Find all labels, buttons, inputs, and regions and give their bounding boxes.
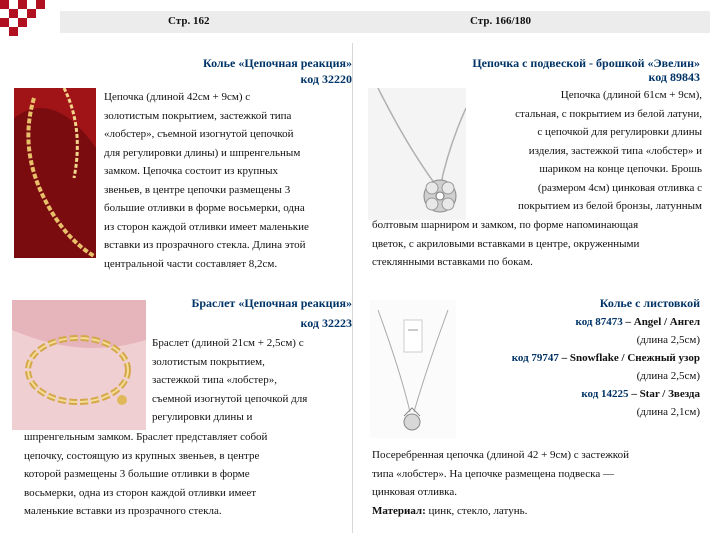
bracelet-photo bbox=[12, 300, 146, 430]
variant-code: код 14225 bbox=[581, 388, 629, 400]
description-line: для регулировки длины) и шпренгельным bbox=[104, 146, 301, 159]
variant-line bbox=[512, 352, 700, 364]
description-line: с цепочкой для регулировки длины bbox=[537, 126, 702, 138]
variant-size: (длина 2,5см) bbox=[636, 334, 700, 346]
leaf-necklace-photo bbox=[370, 300, 456, 438]
variant-size: (длина 2,1см) bbox=[636, 406, 700, 418]
bracelet-code: код 32223 bbox=[300, 316, 352, 330]
description-line: большие отливки в форме восьмерки, одна bbox=[104, 202, 305, 214]
variant-size: (длина 2,5см) bbox=[636, 370, 700, 382]
column-divider bbox=[352, 43, 353, 533]
description-line: замком. Цепочка состоит из крупных bbox=[104, 165, 278, 177]
necklace-title: Колье «Цепочная реакция» bbox=[202, 56, 352, 70]
description-line: стеклянными вставками по бокам. bbox=[372, 256, 533, 268]
header-bar bbox=[60, 11, 710, 33]
variant-name: – Snowflake / Снежный узор bbox=[561, 352, 700, 364]
bracelet-description-top bbox=[152, 334, 352, 427]
description-line: золотистым покрытием, застежкой типа bbox=[104, 109, 292, 122]
necklace-code: код 32220 bbox=[300, 72, 352, 86]
description-line: звеньев, в центре цепочки размещены 3 bbox=[104, 183, 291, 196]
bracelet-title: Браслет «Цепочная реакция» bbox=[191, 296, 352, 310]
description-line: восьмерки, одна из сторон каждой отливки имеет bbox=[24, 486, 257, 499]
description-line: (размером 4см) цинковая отливка с bbox=[537, 181, 702, 194]
leaf-necklace-description bbox=[372, 446, 704, 520]
necklace-description bbox=[104, 88, 352, 273]
material-line bbox=[372, 502, 704, 521]
description-line: «лобстер», съемной изогнутой цепочкой bbox=[104, 128, 294, 140]
description-line: из сторон каждой отливки имеет маленькие bbox=[104, 220, 309, 233]
description-line: Цепочка (длиной 42см + 9см) с bbox=[104, 91, 251, 103]
pendant-chain-photo bbox=[368, 88, 466, 220]
variant-name: – Angel / Ангел bbox=[625, 316, 700, 328]
description-line: съемной изогнутой цепочкой для bbox=[152, 392, 308, 405]
description-line: центральной части составляет 8,2см. bbox=[104, 257, 278, 270]
leaf-necklace-title: Колье с листовкой bbox=[599, 296, 700, 310]
necklace-photo bbox=[14, 88, 96, 258]
pendant-chain-code: код 89843 bbox=[648, 70, 700, 84]
material-value: цинк, стекло, латунь. bbox=[425, 504, 528, 517]
description-line: маленькие вставки из прозрачного стекла. bbox=[24, 505, 222, 517]
description-line: регулировки длины и bbox=[152, 411, 253, 423]
page-number-right: Стр. 166/180 bbox=[470, 15, 532, 27]
description-line: изделия, застежкой типа «лобстер» и bbox=[528, 144, 702, 157]
description-line: шпренгельным замком. Браслет представляет собой bbox=[24, 431, 268, 443]
variant-line bbox=[581, 388, 700, 400]
variant-code: код 87473 bbox=[575, 316, 623, 328]
pendant-chain-description-bottom bbox=[372, 216, 702, 272]
description-line: типа «лобстер». На цепочке размещена подвеска — bbox=[372, 467, 614, 480]
variant-name: – Star / Звезда bbox=[631, 388, 700, 400]
description-line: Цепочка (длиной 61см + 9см), bbox=[560, 89, 702, 101]
description-line: застежкой типа «лобстер», bbox=[152, 374, 277, 386]
material-label: Материал: bbox=[372, 504, 426, 517]
corner-decoration bbox=[0, 0, 50, 45]
variant-line bbox=[576, 316, 700, 328]
description-line: Посеребренная цепочка (длиной 42 + 9см) с застежкой bbox=[372, 449, 629, 461]
description-line: покрытием из белой бронзы, латунным bbox=[518, 200, 702, 212]
bracelet-description-bottom bbox=[24, 428, 352, 521]
description-line: шариком на конце цепочки. Брошь bbox=[539, 163, 702, 175]
description-line: цветок, с акриловыми вставками в центре, окруженными bbox=[372, 237, 640, 250]
description-line: цепочку, состоящую из крупных звеньев, в центре bbox=[24, 449, 260, 462]
description-line: золотистым покрытием, bbox=[152, 355, 265, 368]
pendant-chain-description-top bbox=[470, 86, 702, 216]
variant-code: код 79747 bbox=[511, 352, 559, 364]
description-line: стальная, с покрытием из белой латуни, bbox=[515, 107, 702, 120]
description-line: цинковая отливка. bbox=[372, 486, 457, 498]
description-line: вставки из прозрачного стекла. Длина этой bbox=[104, 239, 306, 251]
description-line: болтовым шарниром и замком, по форме напоминающая bbox=[372, 219, 639, 231]
description-line: которой размещены 3 большие отливки в форме bbox=[24, 468, 250, 480]
description-line: Браслет (длиной 21см + 2,5см) с bbox=[152, 337, 304, 349]
page-number-left: Стр. 162 bbox=[168, 15, 210, 27]
pendant-chain-title: Цепочка с подвеской - брошкой «Эвелин» bbox=[472, 56, 700, 70]
